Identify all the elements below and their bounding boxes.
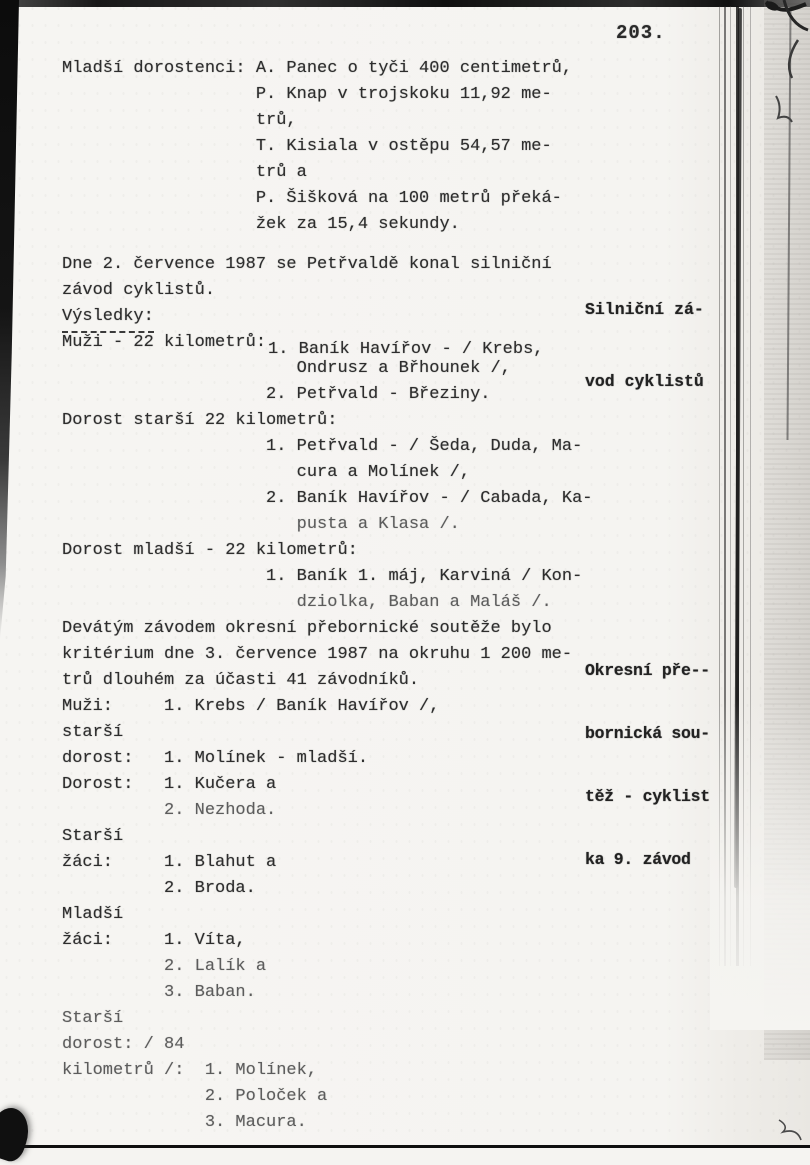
text-line: P. Knap v trojskoku 11,92 me- [62,85,552,104]
text-line: Mladší [62,905,124,924]
offset-text-segment: 1. Baník Havířov - / Krebs, [268,340,544,359]
text-line: Devátým závodem okresní přebornické soutěže bylo [62,619,552,638]
bottom-left-smudge [0,1103,35,1164]
text-line: 2. Petřvald - Březiny. [62,385,491,404]
text-line: kritérium dne 3. července 1987 na okruhu 1 200 me- [62,645,573,664]
text-line: dziolka, Baban a Maláš /. [62,593,552,612]
text-line: Mladší dorostenci: A. Panec o tyči 400 centimetrů, [62,59,573,78]
text-line: dorost: 1. Molínek - mladší. [62,749,369,768]
text-line: 2. Poloček a [62,1087,328,1106]
scan-left-edge-shadow [0,0,19,640]
margin-note-line: Silniční zá- [585,300,704,319]
text-line: trů dlouhém za účasti 41 závodníků. [62,671,420,690]
text-line: 2. Lalík a [62,957,267,976]
margin-note-road-race [585,250,704,442]
text-line: Muži - 22 kilometrů: 1. Baník Havířov - / Krebs, [62,333,544,359]
margin-note-line: těž - cyklist [585,787,710,806]
text-line: žáci: 1. Blahut a [62,853,277,872]
text-line: cura a Molínek /, [62,463,471,482]
text-line: 1. Petřvald - / Šeda, Duda, Ma- [62,437,583,456]
text-line: závod cyklistů. [62,281,216,300]
text-line: 2. Broda. [62,879,256,898]
streak-fade-overlay [710,700,810,1030]
text-line: 1. Baník 1. máj, Karviná / Kon- [62,567,583,586]
text-line: starší [62,723,124,742]
bottom-right-squiggle [775,1118,805,1148]
text-line: 2. Baník Havířov - / Cabada, Ka- [62,489,593,508]
text-line: Dorost starší 22 kilometrů: [62,411,338,430]
margin-note-line: Okresní pře-- [585,661,710,680]
margin-note-line: bornická sou- [585,724,710,743]
scan-top-edge-shadow [0,0,810,7]
text-line: Starší [62,1009,124,1028]
typewritten-text [62,56,593,1136]
text-line: pusta a Klasa /. [62,515,460,534]
text-line: Ondrusz a Břhounek /, [62,359,511,378]
text-line: kilometrů /: 1. Molínek, [62,1061,318,1080]
text-line: Dne 2. července 1987 se Petřvaldě konal silniční [62,255,552,274]
text-line: Starší [62,827,124,846]
margin-note-line: vod cyklistů [585,372,704,391]
margin-note-line: ka 9. závod [585,850,691,869]
text-line: Muži: 1. Krebs / Baník Havířov /, [62,697,440,716]
text-line: P. Šišková na 100 metrů překá- [62,189,562,208]
text-line: trů, [62,111,297,130]
text-line: 3. Macura. [62,1113,307,1132]
text-line: dorost: / 84 [62,1035,185,1054]
text-line: Výsledky: [62,304,593,330]
text-line: Dorost: 1. Kučera a [62,775,277,794]
text-line: žáci: 1. Víta, [62,931,246,950]
text-line: 3. Baban. [62,983,256,1002]
text-line: Dorost mladší - 22 kilometrů: [62,541,358,560]
text-line: T. Kisiala v ostěpu 54,57 me- [62,137,552,156]
text-line: žek za 15,4 sekundy. [62,215,460,234]
margin-note-district-competition [585,618,710,912]
text-line: trů a [62,163,307,182]
text-line: 2. Nezhoda. [62,801,277,820]
page-number: 203. [616,22,666,44]
top-right-corner-marks [726,0,810,140]
